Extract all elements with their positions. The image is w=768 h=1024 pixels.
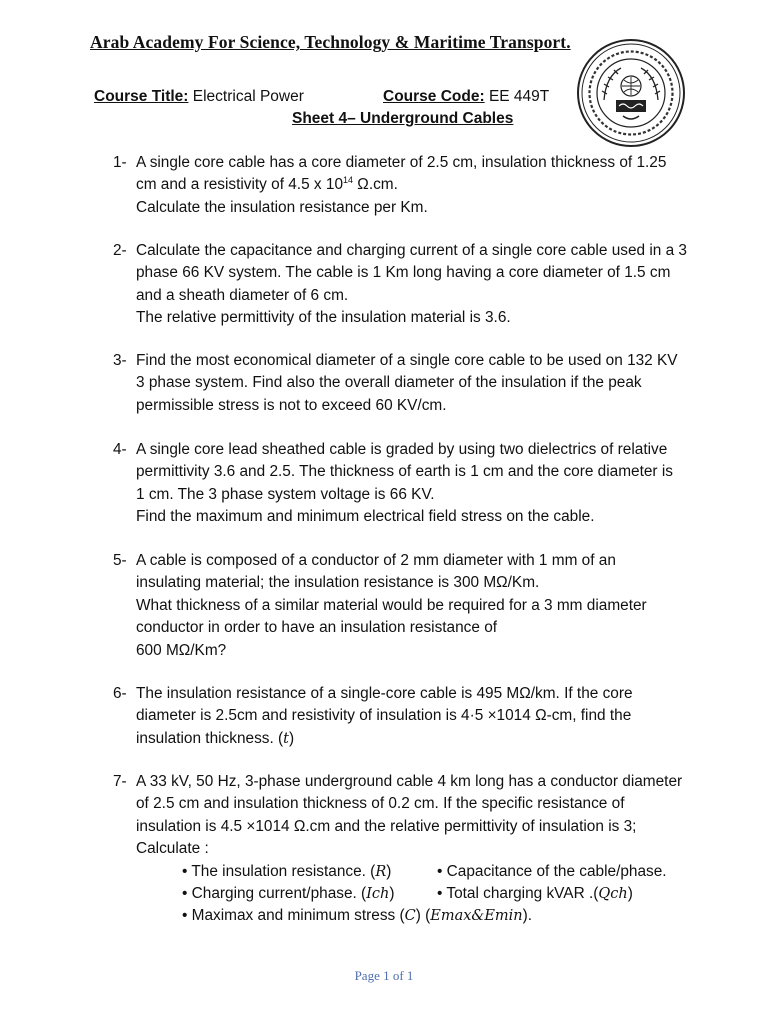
question-line: Calculate the insulation resistance per Km. [136,198,428,216]
question-line: The relative permittivity of the insulation material is 3.6. [136,309,511,327]
question-line: A single core lead sheathed cable is graded by using two dielectrics of relative [136,441,668,458]
question-line: Calculate : [136,840,209,858]
question-line: Find the maximum and minimum electrical field stress on the cable. [136,508,595,526]
question-line: insulating material; the insulation resistance is 300 MΩ/Km. [136,574,540,592]
page-number-footer: Page 1 of 1 [354,968,414,983]
bullet-row [182,861,713,883]
question-line: cm and a resistivity of 4.5 x $10^{14}$ Ω.cm. [136,175,398,194]
question-line: A 33 kV, 50 Hz, 3-phase underground cable 4 km long has a conductor diameter [136,773,683,790]
question-number: 7- [113,773,127,790]
question-line: 1 cm. The 3 phase system voltage is 66 KV. [136,485,435,503]
question-line: permittivity 3.6 and 2.5. The thickness of earth is 1 cm and the core diameter is [136,463,673,481]
academy-seal-logo [576,38,686,148]
institution-title: Arab Academy For Science, Technology & Maritime Transport. [90,32,571,52]
question-2 [113,240,713,330]
question-1 [113,152,713,219]
course-title [94,88,304,106]
question-3 [113,350,713,417]
question-6 [113,683,713,750]
bullet-item: • Capacitance of the cable/phase. [437,862,667,880]
question-line: What thickness of a similar material would be required for a 3 mm diameter [136,596,647,614]
question-line: Find the most economical diameter of a single core cable to be used on 132 KV [136,352,678,369]
course-code-label: Course Code: [383,88,485,105]
question-line: phase 66 KV system. The cable is 1 Km long having a core diameter of 1.5 cm [136,264,671,282]
question-line: permissible stress is not to exceed 60 KV/cm. [136,396,447,414]
question-line: conductor in order to have an insulation resistance of [136,619,498,637]
bullet-row [182,883,713,905]
question-line: and a sheath diameter of 6 cm. [136,286,349,304]
course-code [383,88,549,106]
question-number: 3- [113,352,127,369]
question-5 [113,550,713,662]
bullet-item: • Maximax and minimum stress (C) (Emax&Emin). [182,907,533,925]
seal-emblem-icon [576,38,686,148]
question-number: 6- [113,685,127,702]
question-line: insulation thickness. (t) [136,729,295,747]
course-code-value: EE 449T [488,88,550,105]
question-line: 600 MΩ/Km? [136,641,227,659]
course-title-value: Electrical Power [192,88,304,105]
question-line: insulation is 4.5 ×1014 Ω.cm and the relative permittivity of insulation is 3; [136,817,637,835]
bullet-item: • Charging current/phase. (Ich) [182,885,395,903]
question-number: 4- [113,441,127,458]
question-line: Calculate the capacitance and charging current of a single core cable used in a 3 [136,242,687,259]
question-line: 3 phase system. Find also the overall diameter of the insulation if the peak [136,374,642,392]
bullet-list [182,861,713,928]
sheet-title: Sheet 4– Underground Cables [292,110,514,127]
question-line: of 2.5 cm and insulation thickness of 0.2 cm. If the specific resistance of [136,795,625,813]
question-line: A cable is composed of a conductor of 2 mm diameter with 1 mm of an [136,552,616,569]
question-number: 5- [113,552,127,569]
question-line: diameter is 2.5cm and resistivity of insulation is 4·5 ×1014 Ω-cm, find the [136,707,632,725]
exponent: 14 [343,175,354,186]
question-number: 1- [113,154,127,171]
bullet-item: • The insulation resistance. (R) [182,862,392,880]
bullet-item: • Total charging kVAR .(Qch) [437,885,633,903]
question-4 [113,439,713,529]
bullet-row [182,905,713,927]
math-variable: t [283,730,289,747]
question-7 [113,771,713,928]
question-number: 2- [113,242,127,259]
question-line: A single core cable has a core diameter of 2.5 cm, insulation thickness of 1.25 [136,154,667,171]
question-line: The insulation resistance of a single-core cable is 495 MΩ/km. If the core [136,685,633,702]
course-title-label: Course Title: [94,88,189,105]
